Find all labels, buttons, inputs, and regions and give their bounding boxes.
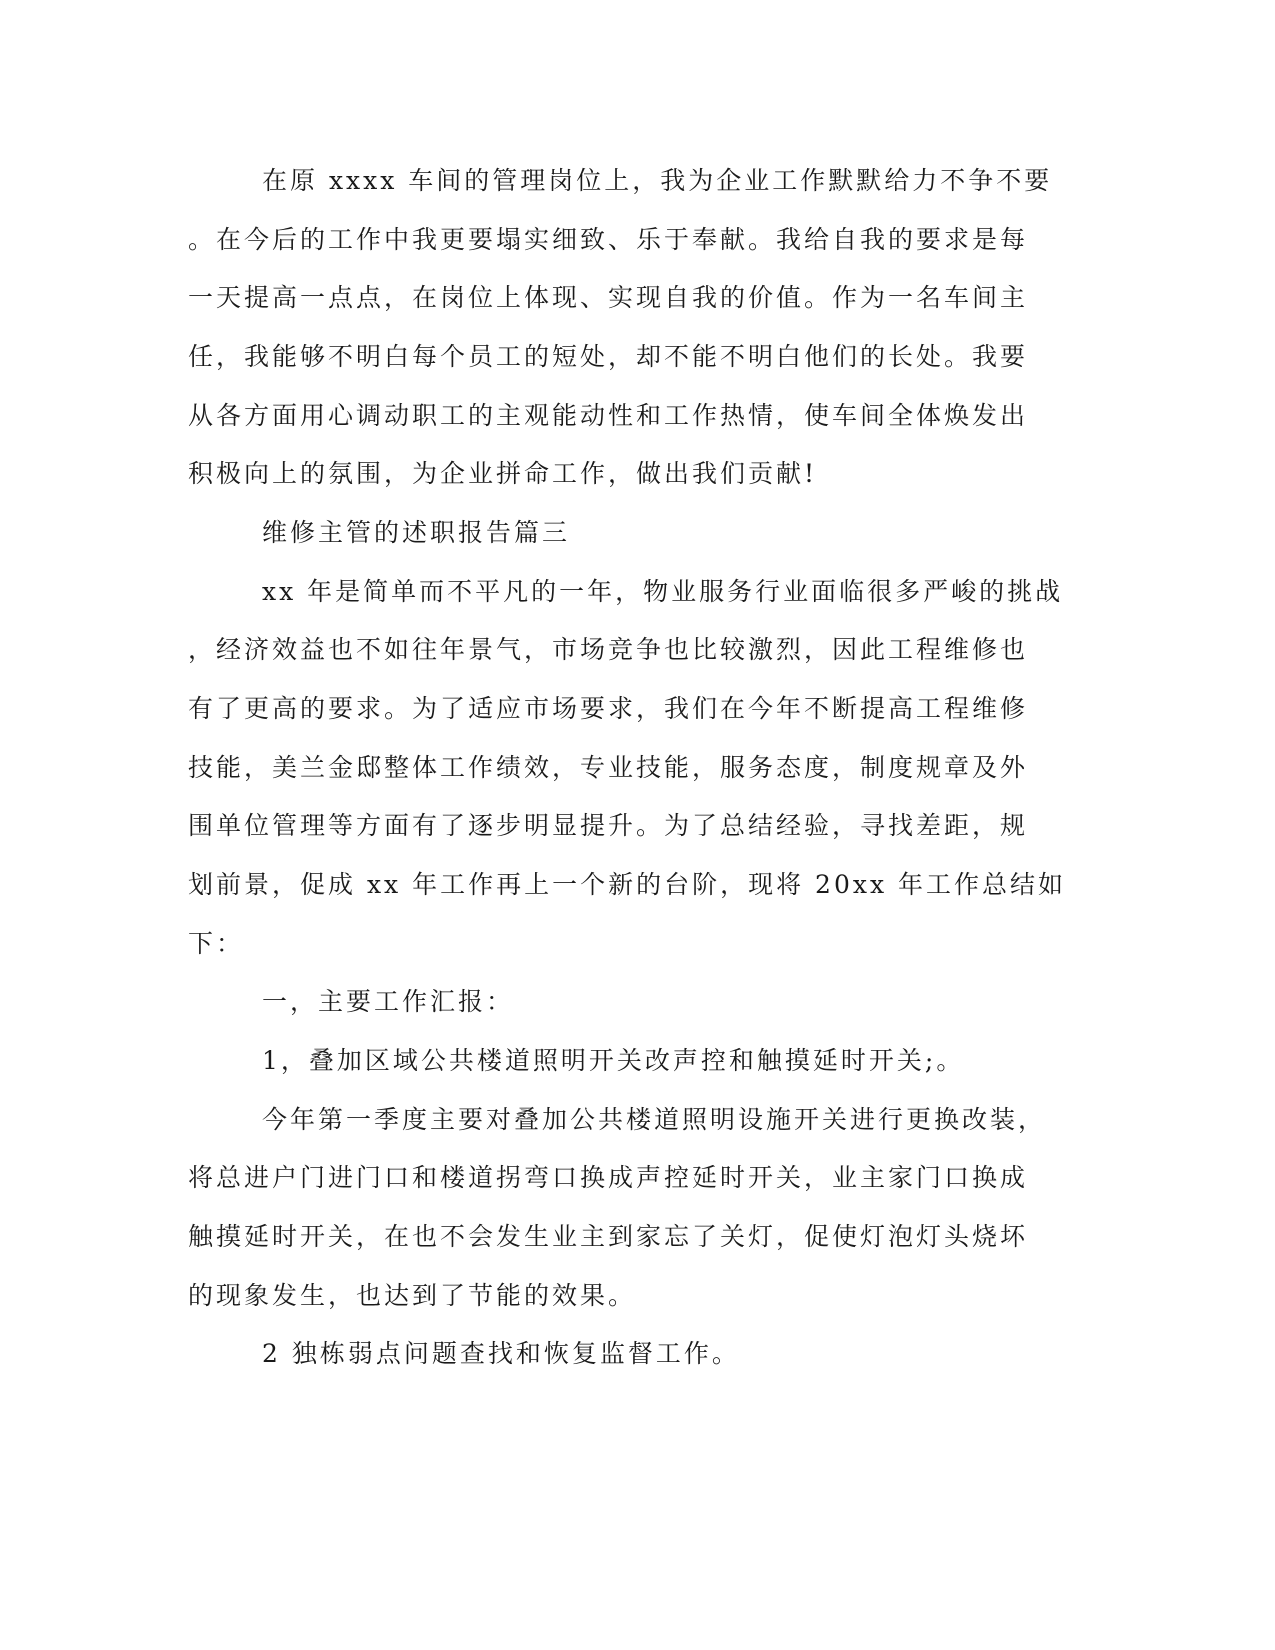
paragraph-line: 触摸延时开关，在也不会发生业主到家忘了关灯，促使灯泡灯头烧坏 [188, 1222, 1029, 1251]
paragraph-line: 下： [188, 929, 245, 958]
paragraph-line: 划前景，促成 xx 年工作再上一个新的台阶，现将 20xx 年工作总结如 [188, 870, 1066, 899]
paragraph-line: 积极向上的氛围，为企业拼命工作，做出我们贡献! [188, 459, 818, 488]
paragraph-line: 有了更高的要求。为了适应市场要求，我们在今年不断提高工程维修 [188, 694, 1029, 723]
paragraph-line: 的现象发生，也达到了节能的效果。 [188, 1281, 637, 1310]
paragraph-line: 在原 xxxx 车间的管理岗位上，我为企业工作默默给力不争不要 [262, 166, 1053, 195]
paragraph-line: 。在今后的工作中我更要塌实细致、乐于奉献。我给自我的要求是每 [188, 225, 1029, 254]
paragraph-line: 今年第一季度主要对叠加公共楼道照明设施开关进行更换改装， [262, 1105, 1047, 1134]
paragraph-line: xx 年是简单而不平凡的一年，物业服务行业面临很多严峻的挑战 [262, 577, 1064, 606]
paragraph-line: 从各方面用心调动职工的主观能动性和工作热情，使车间全体焕发出 [188, 401, 1029, 430]
section-heading: 维修主管的述职报告篇三 [262, 518, 571, 547]
paragraph-line: 任，我能够不明白每个员工的短处，却不能不明白他们的长处。我要 [188, 342, 1029, 371]
paragraph-line: 围单位管理等方面有了逐步明显提升。为了总结经验，寻找差距，规 [188, 811, 1029, 840]
paragraph-line: 技能，美兰金邸整体工作绩效，专业技能，服务态度，制度规章及外 [188, 753, 1029, 782]
list-item: 1，叠加区域公共楼道照明开关改声控和触摸延时开关;。 [262, 1046, 965, 1075]
paragraph-line: 一天提高一点点，在岗位上体现、实现自我的价值。作为一名车间主 [188, 283, 1029, 312]
paragraph-line: 将总进户门进门口和楼道拐弯口换成声控延时开关，业主家门口换成 [188, 1163, 1029, 1192]
list-item: 2 独栋弱点问题查找和恢复监督工作。 [262, 1339, 740, 1368]
paragraph-line: ，经济效益也不如往年景气，市场竞争也比较激烈，因此工程维修也 [188, 635, 1029, 664]
subsection-heading: 一，主要工作汇报： [262, 987, 515, 1016]
